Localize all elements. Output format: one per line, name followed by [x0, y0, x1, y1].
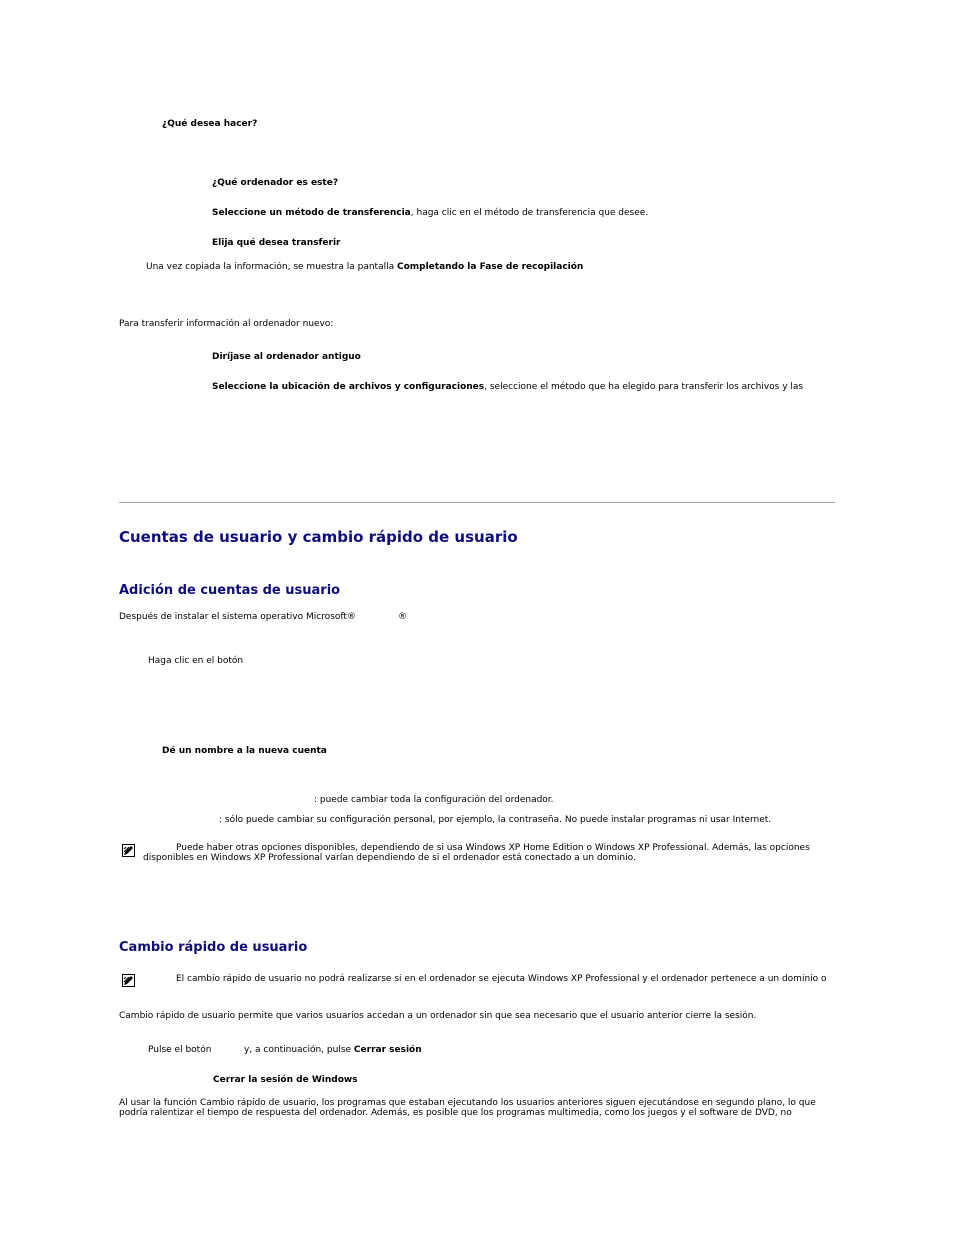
section-title: Cuentas de usuario y cambio rápido de usuario — [119, 528, 518, 546]
select-location-rest: , seleccione el método que ha elegido para transferir los archivos y las — [484, 382, 804, 392]
fast-switch-para-line2: podría ralentizar el tiempo de respuesta del ordenador. Además, es posible que los programas multimedia, como los juegos y el software de DVD, no — [119, 1108, 792, 1118]
copied-intro: Una vez copiada la información, se muestra la pantalla — [146, 262, 397, 272]
click-start-text: Haga clic en el botón — [148, 656, 244, 666]
section-divider — [119, 502, 835, 503]
select-method-rest: , haga clic en el método de transferencia que desee. — [410, 208, 649, 218]
admin-description: : puede cambiar toda la configuración del ordenador. — [314, 795, 554, 805]
fast-switch-desc: Cambio rápido de usuario permite que varios usuarios accedan a un ordenador sin que sea necesario que el usuario anterior cierre la sesión. — [119, 1011, 757, 1021]
note1-line2: disponibles en Windows XP Professional varían dependiendo de si el ordenador está conectado a un dominio. — [143, 853, 636, 863]
registered-mark: ® — [398, 612, 407, 622]
note-icon — [122, 844, 135, 857]
copied-bold: Completando la Fase de recopilación — [396, 262, 584, 272]
note2-text: El cambio rápido de usuario no podrá realizarse si en el ordenador se ejecuta Windows XP Professional y el ordenador pertenece a un dominio o — [176, 974, 827, 984]
step-what-do: ¿Qué desea hacer? — [162, 119, 258, 129]
step-choose-transfer: Elija qué desea transferir — [212, 238, 341, 248]
then-click: y, a continuación, pulse — [244, 1045, 354, 1055]
step-go-old: Diríjase al ordenador antiguo — [212, 352, 361, 362]
copied-info-text — [146, 262, 583, 273]
fast-switch-title: Cambio rápido de usuario — [119, 940, 308, 955]
then-click-text — [244, 1045, 422, 1056]
select-method-bold: Seleccione un método de transferencia — [212, 208, 411, 218]
give-name-step: Dé un nombre a la nueva cuenta — [162, 746, 327, 756]
step-which-computer: ¿Qué ordenador es este? — [212, 178, 339, 188]
logoff-bold: Cerrar sesión — [353, 1045, 422, 1055]
add-accounts-title: Adición de cuentas de usuario — [119, 583, 341, 598]
transfer-intro: Para transferir información al ordenador nuevo: — [119, 319, 334, 329]
select-location-bold: Seleccione la ubicación de archivos y configuraciones — [212, 382, 485, 392]
press-start-text: Pulse el botón — [148, 1045, 212, 1055]
step-select-location — [212, 382, 803, 393]
logoff-windows-step: Cerrar la sesión de Windows — [213, 1075, 358, 1085]
note1-line1: Puede haber otras opciones disponibles, dependiendo de si usa Windows XP Home Edition o Windows XP Professional. Además, las opciones — [176, 843, 810, 853]
limited-description: : sólo puede cambiar su configuración personal, por ejemplo, la contraseña. No puede instalar programas ni usar Internet. — [219, 815, 772, 825]
step-select-method — [212, 208, 648, 219]
after-install-text: Después de instalar el sistema operativo Microsoft® — [119, 612, 356, 622]
note-icon — [122, 974, 135, 987]
fast-switch-para-line1: Al usar la función Cambio rápido de usuario, los programas que estaban ejecutando los usuarios anteriores siguen ejecutándose en segundo plano, lo que — [119, 1098, 816, 1108]
